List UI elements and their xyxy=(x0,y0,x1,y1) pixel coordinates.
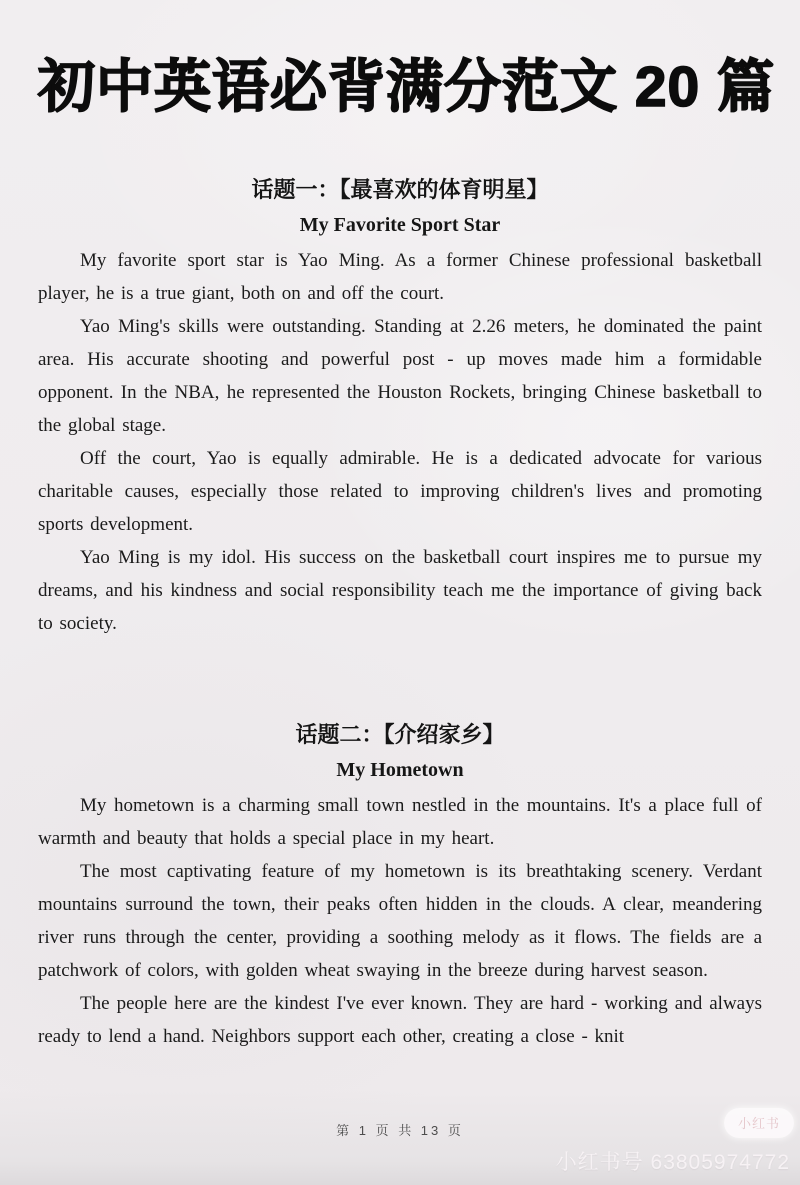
document-page xyxy=(0,54,800,1053)
essay-1-title: My Favorite Sport Star xyxy=(299,214,501,237)
xiaohongshu-badge: 小红书 xyxy=(724,1108,794,1138)
essay-2-paragraph-1: My hometown is a charming small town nestled in the mountains. It's a place full of warmth and beauty that holds a special place in my heart. xyxy=(38,795,762,850)
essay-section-favorite-sport-star xyxy=(38,175,762,640)
essay-2-paragraph-2: The most captivating feature of my hometown is its breathtaking scenery. Verdant mountains surround the town, their peaks often hidden in the clouds. A clear, meandering river runs through the center, providing a soothing melody as it flows. The fields are a patchwork of colors, with golden wheat swaying in the breeze during harvest season. xyxy=(38,861,762,982)
essay-1-paragraph-1: My favorite sport star is Yao Ming. As a former Chinese professional basketball player, he is a true giant, both on and off the court. xyxy=(38,250,762,305)
essay-1-paragraph-4: Yao Ming is my idol. His success on the basketball court inspires me to pursue my dreams, and his kindness and social responsibility teach me the importance of giving back to society. xyxy=(38,547,762,635)
topic-2-heading: 话题二：【介绍家乡】 xyxy=(295,722,505,748)
topic-1-heading: 话题一：【最喜欢的体育明星】 xyxy=(251,177,549,203)
page-number: 第 1 页 共 13 页 xyxy=(336,1123,464,1138)
essay-section-hometown xyxy=(38,720,762,1053)
essay-1-paragraph-2: Yao Ming's skills were outstanding. Standing at 2.26 meters, he dominated the paint area. His accurate shooting and powerful post - up moves made him a formidable opponent. In the NBA, he represented the Houston Rockets, bringing Chinese basketball to the global stage. xyxy=(38,316,762,437)
page-title: 初中英语必背满分范文 20 篇 xyxy=(38,55,776,119)
xiaohongshu-account-watermark: 小红书号 63805974772 xyxy=(555,1151,790,1174)
essay-2-paragraph-3: The people here are the kindest I've ever known. They are hard - working and always ready to lend a hand. Neighbors support each other, creating a close - knit xyxy=(38,993,762,1048)
essay-1-paragraph-3: Off the court, Yao is equally admirable. He is a dedicated advocate for various charitable causes, especially those related to improving children's lives and promoting sports development. xyxy=(38,448,762,536)
essay-2-title: My Hometown xyxy=(336,759,464,782)
